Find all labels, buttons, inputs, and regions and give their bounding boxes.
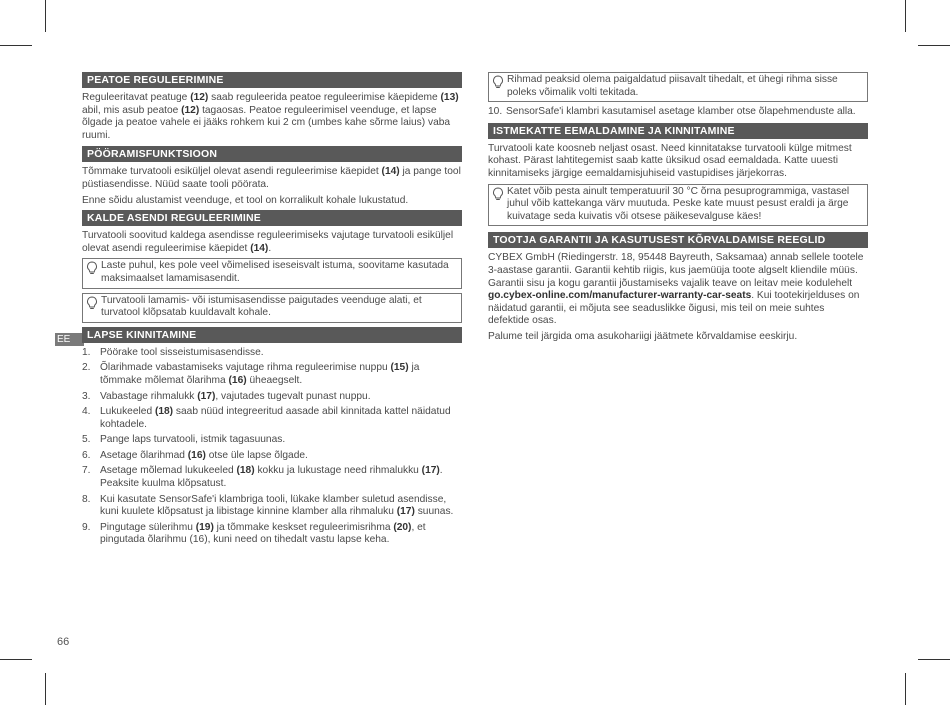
crop-mark xyxy=(45,673,46,705)
warranty-link[interactable]: go.cybex-online.com/manufacturer-warranty-car-seats xyxy=(488,290,752,302)
paragraph: CYBEX GmbH (Riedingerstr. 18, 95448 Bayreuth, Saksamaa) annab sellele tootele 3-aastase garantii. Garantii kehtib riigis, kus jaemüüja toote algselt kliendile müüs. Garantii sisu ja kogu garantii jõustamiseks vajalik teave on leitav meie kodulehelt go.cybex-online.com/manufacturer-warranty-car-seats. Kui tootekirjelduses on näidatud garantii, ei mõjuta see seaduslikke õigusi, mis teil on meie suhtes defektide osas. xyxy=(488,252,864,327)
section-heading: LAPSE KINNITAMINE xyxy=(82,327,462,343)
info-note xyxy=(82,293,462,323)
list-item: 7. Asetage mõlemad lukukeeled (18) kokku ja lukustage need rihmalukku (17). Peaksite kuulma klõpsatust. xyxy=(82,465,443,490)
list-item: 3. Vabastage rihmalukk (17), vajutades tugevalt punast nuppu. xyxy=(82,390,371,402)
section-heading: KALDE ASENDI REGULEERIMINE xyxy=(82,210,462,226)
list-item: 8. Kui kasutate SensorSafe'i klambriga tooli, lükake klamber suletud asendisse, kuni kuulete klõpsatust ja libistage kinnine klamber alla rihmaluku (17) suunas. xyxy=(82,493,454,518)
info-note xyxy=(488,72,868,102)
list-item: 1. Pöörake tool sisseistumisasendisse. xyxy=(82,346,264,358)
crop-mark xyxy=(905,673,906,705)
left-column xyxy=(82,72,462,550)
paragraph: Reguleeritavat peatuge (12) saab reguleerida peatoe reguleerimise käepideme (13) abil, mis asub peatoe (12) tagaosas. Peatoe reguleerimisel veenduge, et lapse õlgade ja peatoe vahele ei jääks rohkem kui 2 cm (umbes kahe sõrme laius) vaba ruumi. xyxy=(82,92,459,141)
paragraph: Tõmmake turvatooli esiküljel olevat asendi reguleerimise käepidet (14) ja pange tool püstiasendisse. Nüüd saate tooli pöörata. xyxy=(82,166,461,190)
note-text: Turvatooli lamamis- või istumisasendisse paigutades veenduge alati, et turvatool klõpsatab kuuldavalt kohale. xyxy=(101,294,422,319)
list-item: 6. Asetage õlarihmad (16) otse üle lapse õlgade. xyxy=(82,449,308,461)
lightbulb-icon xyxy=(86,261,98,275)
paragraph: Palume teil järgida oma asukohariigi jäätmete kõrvaldamise eeskirju. xyxy=(488,330,798,342)
page-number: 66 xyxy=(57,636,70,648)
crop-mark xyxy=(0,659,32,660)
section-heading: ISTMEKATTE EEMALDAMINE JA KINNITAMINE xyxy=(488,123,868,139)
steps-list xyxy=(82,347,462,547)
lightbulb-icon xyxy=(492,187,504,201)
list-item: 5. Pange laps turvatooli, istmik tagasuunas. xyxy=(82,434,286,446)
right-column xyxy=(488,72,868,347)
crop-mark xyxy=(918,45,950,46)
lightbulb-icon xyxy=(86,296,98,310)
note-text: Katet võib pesta ainult temperatuuril 30 °C õrna pesuprogrammiga, vastasel juhul võib kattekanga värv muutuda. Peske kate muust pesust eraldi ja ärge kuivatage seda kuivatis või otsese päikesevalguse käes! xyxy=(507,185,850,222)
info-note xyxy=(82,258,462,288)
paragraph: Enne sõidu alustamist veenduge, et tool on korralikult kohale lukustatud. xyxy=(82,194,409,206)
list-item: 10. SensorSafe'i klambri kasutamisel asetage klamber otse õlapehmenduste alla. xyxy=(488,106,856,118)
note-text: Laste puhul, kes pole veel võimelised iseseisvalt istuma, soovitame kasutada maksimaalset lamamisasendit. xyxy=(101,260,449,284)
steps-list xyxy=(488,106,868,119)
section-heading: PÖÖRAMISFUNKTSIOON xyxy=(82,146,462,162)
section-heading: TOOTJA GARANTII JA KASUTUSEST KÕRVALDAMISE REEGLID xyxy=(488,232,868,248)
list-item: 4. Lukukeeled (18) saab nüüd integreeritud aasade abil kinnitada kattel näidatud kohtadele. xyxy=(82,406,451,430)
list-item: 9. Pingutage sülerihmu (19) ja tõmmake keskset reguleerimisrihma (20), et pingutada õlarihmu (16), kuni need on tihedalt vastu lapse keha. xyxy=(82,521,426,546)
note-text: Rihmad peaksid olema paigaldatud piisavalt tihedalt, et ühegi rihma sisse poleks võimalik volti tekitada. xyxy=(507,74,838,98)
crop-mark xyxy=(45,0,46,32)
language-tab: EE xyxy=(55,333,84,346)
lightbulb-icon xyxy=(492,75,504,89)
paragraph: Turvatooli soovitud kaldega asendisse reguleerimiseks vajutage turvatooli esiküljel olevat asendi reguleerimise käepidet (14). xyxy=(82,230,454,254)
list-item: 2. Õlarihmade vabastamiseks vajutage rihma reguleerimise nuppu (15) ja tõmmake mõlemat õlarihma (16) üheaegselt. xyxy=(82,362,420,386)
info-note xyxy=(488,184,868,227)
crop-mark xyxy=(918,659,950,660)
paragraph: Turvatooli kate koosneb neljast osast. Need kinnitatakse turvatooli külge mitmest kohast. Pärast lahtitegemist saab katte üksikud osad eemaldada. Katte uuesti kinnitamiseks järgige eemaldamisjuhiseid vastupidises järjekorras. xyxy=(488,142,852,179)
crop-mark xyxy=(0,45,32,46)
section-heading: PEATOE REGULEERIMINE xyxy=(82,72,462,88)
crop-mark xyxy=(905,0,906,32)
